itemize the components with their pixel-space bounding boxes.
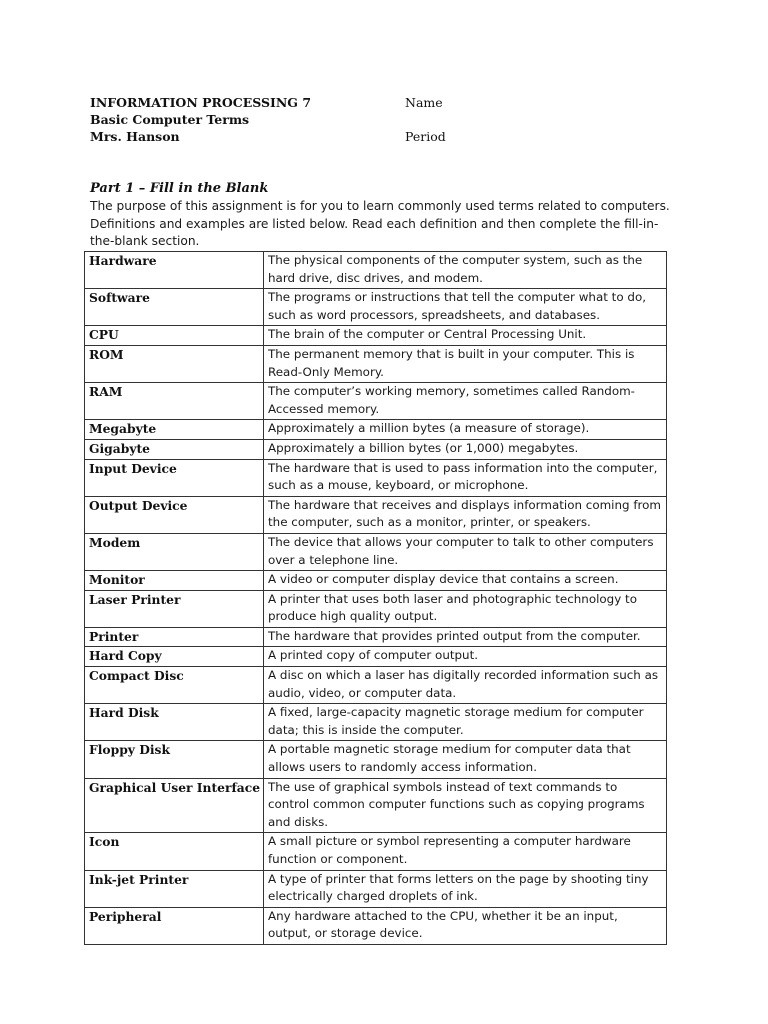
terms-table xyxy=(84,251,667,945)
terms-table-body xyxy=(85,252,667,945)
term-cell: Hard Disk xyxy=(85,704,264,741)
definition-cell: A fixed, large-capacity magnetic storage medium for computer data; this is inside the computer. xyxy=(264,704,667,741)
term-cell: Monitor xyxy=(85,571,264,591)
table-row xyxy=(85,345,667,382)
term-cell: Floppy Disk xyxy=(85,741,264,778)
table-row xyxy=(85,590,667,627)
term-cell: Icon xyxy=(85,833,264,870)
term-cell: Laser Printer xyxy=(85,590,264,627)
table-row xyxy=(85,741,667,778)
table-row xyxy=(85,571,667,591)
term-cell: Peripheral xyxy=(85,907,264,944)
definition-cell: The brain of the computer or Central Processing Unit. xyxy=(264,326,667,346)
term-cell: Software xyxy=(85,289,264,326)
table-row xyxy=(85,252,667,289)
definition-cell: Any hardware attached to the CPU, whether it be an input, output, or storage device. xyxy=(264,907,667,944)
definition-cell: The programs or instructions that tell the computer what to do, such as word processors, spreadsheets, and databases. xyxy=(264,289,667,326)
table-row xyxy=(85,627,667,647)
definition-cell: Approximately a billion bytes (or 1,000) megabytes. xyxy=(264,439,667,459)
table-row xyxy=(85,833,667,870)
header-left xyxy=(90,94,311,145)
table-row xyxy=(85,870,667,907)
definition-cell: The physical components of the computer system, such as the hard drive, disc drives, and modem. xyxy=(264,252,667,289)
definition-cell: The hardware that provides printed output from the computer. xyxy=(264,627,667,647)
definition-cell: A type of printer that forms letters on the page by shooting tiny electrically charged droplets of ink. xyxy=(264,870,667,907)
term-cell: Gigabyte xyxy=(85,439,264,459)
definition-cell: A printed copy of computer output. xyxy=(264,647,667,667)
table-row xyxy=(85,496,667,533)
definition-cell: The device that allows your computer to talk to other computers over a telephone line. xyxy=(264,533,667,570)
definition-cell: The permanent memory that is built in your computer. This is Read-Only Memory. xyxy=(264,345,667,382)
table-row xyxy=(85,439,667,459)
table-row xyxy=(85,383,667,420)
period-label: Period xyxy=(405,129,446,144)
definition-cell: The hardware that receives and displays information coming from the computer, such as a monitor, printer, or speakers. xyxy=(264,496,667,533)
definition-cell: A video or computer display device that contains a screen. xyxy=(264,571,667,591)
intro-paragraph: The purpose of this assignment is for you to learn commonly used terms related to computers. Definitions and examples are listed below. Read each definition and then complete the fill-in-the-blank section. xyxy=(90,199,670,248)
term-cell: Hardware xyxy=(85,252,264,289)
table-row xyxy=(85,667,667,704)
definition-cell: The computer’s working memory, sometimes called Random-Accessed memory. xyxy=(264,383,667,420)
definition-cell: The hardware that is used to pass information into the computer, such as a mouse, keyboard, or microphone. xyxy=(264,459,667,496)
table-row xyxy=(85,420,667,440)
part-title: Part 1 – Fill in the Blank xyxy=(90,181,269,196)
term-cell: Output Device xyxy=(85,496,264,533)
definition-cell: A printer that uses both laser and photographic technology to produce high quality output. xyxy=(264,590,667,627)
course-title: INFORMATION PROCESSING 7 xyxy=(90,95,312,110)
term-cell: Graphical User Interface xyxy=(85,778,264,833)
teacher-name: Mrs. Hanson xyxy=(90,129,180,144)
table-row xyxy=(85,778,667,833)
definition-cell: A small picture or symbol representing a computer hardware function or component. xyxy=(264,833,667,870)
table-row xyxy=(85,459,667,496)
term-cell: Megabyte xyxy=(85,420,264,440)
term-cell: Compact Disc xyxy=(85,667,264,704)
table-row xyxy=(85,907,667,944)
table-row xyxy=(85,289,667,326)
term-cell: Printer xyxy=(85,627,264,647)
term-cell: Input Device xyxy=(85,459,264,496)
header-right xyxy=(405,94,446,145)
definition-cell: The use of graphical symbols instead of text commands to control common computer functions such as copying programs and disks. xyxy=(264,778,667,833)
term-cell: Hard Copy xyxy=(85,647,264,667)
term-cell: ROM xyxy=(85,345,264,382)
definition-cell: Approximately a million bytes (a measure of storage). xyxy=(264,420,667,440)
table-row xyxy=(85,533,667,570)
definition-cell: A disc on which a laser has digitally recorded information such as audio, video, or computer data. xyxy=(264,667,667,704)
worksheet-subtitle: Basic Computer Terms xyxy=(90,112,250,127)
term-cell: Ink-jet Printer xyxy=(85,870,264,907)
table-row xyxy=(85,326,667,346)
table-row xyxy=(85,704,667,741)
definition-cell: A portable magnetic storage medium for computer data that allows users to randomly access information. xyxy=(264,741,667,778)
term-cell: Modem xyxy=(85,533,264,570)
table-row xyxy=(85,647,667,667)
term-cell: CPU xyxy=(85,326,264,346)
term-cell: RAM xyxy=(85,383,264,420)
name-label: Name xyxy=(405,95,443,110)
